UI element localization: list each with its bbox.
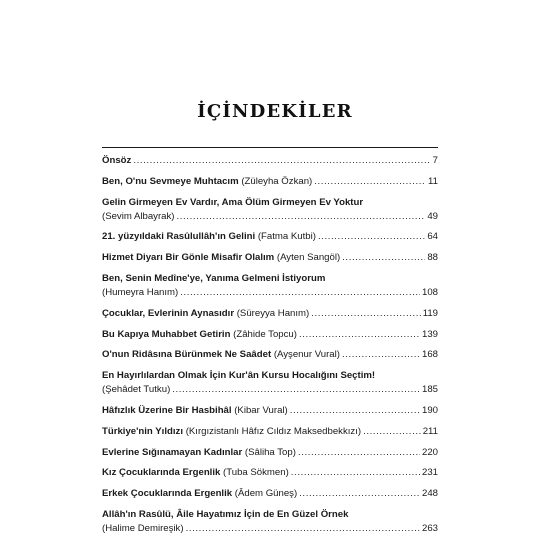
toc-entry[interactable] [102,154,438,168]
dot-leader [314,175,426,189]
entry-title: Allâh'ın Rasûlü, Âile Hayatımız İçin de En Güzel Örnek [102,508,349,520]
entry-title: Türkiye'nin Yıldızı [102,425,184,437]
entry-title: 21. yüzyıldaki Rasûlullâh'ın Gelini [102,231,256,243]
entry-page-number: 7 [432,155,438,166]
entry-author: (Zâhide Topcu) [233,328,297,340]
toc-entry[interactable] [102,404,438,418]
dot-leader [363,425,421,439]
toc-entry[interactable] [102,272,438,300]
entry-page-number: 49 [427,210,438,222]
entry-page-number: 190 [421,404,438,416]
entry-page-number: 11 [428,175,438,187]
toc-entry[interactable] [102,196,438,224]
dot-leader [342,251,425,265]
entry-page-number: 64 [427,231,438,243]
entry-title: Hizmet Diyarı Bir Gönle Misafir Olalım [102,252,275,264]
entry-title: Evlerine Sığınamayan Kadınlar [102,446,243,458]
title-divider [102,147,438,148]
dot-leader [318,230,425,244]
entry-title: Erkek Çocuklarında Ergenlik [102,488,233,500]
entry-title: O'nun Ridâsına Bürünmek Ne Saâdet [102,349,272,361]
entry-page-number: 263 [421,522,438,534]
entry-author: (Şehâdet Tutku) [102,384,171,396]
entry-title: En Hayırlılardan Olmak İçin Kur'ân Kursu Hocalığını Seçtim! [102,370,376,382]
entry-author: (Fatma Kutbi) [257,231,316,243]
dot-leader [177,210,426,224]
toc-entry[interactable] [102,508,438,536]
dot-leader [133,154,430,168]
dot-leader [342,348,420,362]
entry-page-number: 119 [422,307,438,319]
entry-title: Bu Kapıya Muhabbet Getirin [102,328,231,340]
table-of-contents [102,154,438,543]
entry-author: (Tuba Sökmen) [223,467,289,479]
entry-page-number: 88 [427,252,438,264]
dot-leader [180,286,420,300]
entry-page-number: 220 [421,446,438,458]
toc-entry[interactable] [102,175,438,189]
entry-author: (Kibar Vural) [234,404,288,416]
entry-title: Gelin Girmeyen Ev Vardır, Ama Ölüm Girmeyen Ev Yoktur [102,196,364,208]
entry-title: Ben, O'nu Sevmeye Muhtacım [102,175,239,187]
toc-entry[interactable] [102,487,438,501]
entry-author: (Züleyha Özkan) [241,175,313,187]
dot-leader [299,487,420,501]
dot-leader [172,383,420,397]
entry-author: (Sâliha Top) [244,446,296,458]
page-title: İÇİNDEKİLER [197,101,353,122]
entry-page-number: 211 [422,425,438,437]
dot-leader [299,328,420,342]
entry-title: Ben, Senin Medîne'ye, Yanıma Gelmeni İstiyorum [102,272,326,284]
entry-title: Kız Çocuklarında Ergenlik [102,467,221,479]
toc-entry[interactable] [102,230,438,244]
entry-title: Çocuklar, Evlerinin Aynasıdır [102,307,235,319]
toc-entry[interactable] [102,251,438,265]
entry-page-number: 108 [421,286,438,298]
entry-author: (Ayşenur Vural) [273,349,340,361]
entry-author: (Süreyya Hanım) [236,307,310,319]
entry-page-number: 168 [421,349,438,361]
toc-entry[interactable] [102,348,438,362]
entry-page-number: 248 [421,488,438,500]
entry-page-number: 185 [421,384,438,396]
dot-leader [298,446,420,460]
entry-author: (Kırgızistanlı Hâfız Cıldız Maksedbekkızı) [185,425,362,437]
entry-author: (Halime Demireşik) [102,522,184,534]
entry-title: Önsöz [102,155,132,166]
toc-entry[interactable] [102,307,438,321]
entry-title: Hâfızlık Üzerine Bir Hasbihâl [102,404,232,416]
entry-author: (Âdem Güneş) [234,488,298,500]
entry-page-number: 139 [421,328,438,340]
toc-entry[interactable] [102,446,438,460]
dot-leader [311,307,420,321]
dot-leader [290,404,420,418]
entry-author: (Sevim Albayrak) [102,210,175,222]
toc-entry[interactable] [102,466,438,480]
toc-entry[interactable] [102,369,438,397]
dot-leader [291,466,420,480]
toc-entry[interactable] [102,425,438,439]
entry-author: (Humeyra Hanım) [102,286,179,298]
entry-author: (Ayten Sangöl) [276,252,341,264]
dot-leader [186,522,420,536]
toc-entry[interactable] [102,328,438,342]
entry-page-number: 231 [421,467,438,479]
